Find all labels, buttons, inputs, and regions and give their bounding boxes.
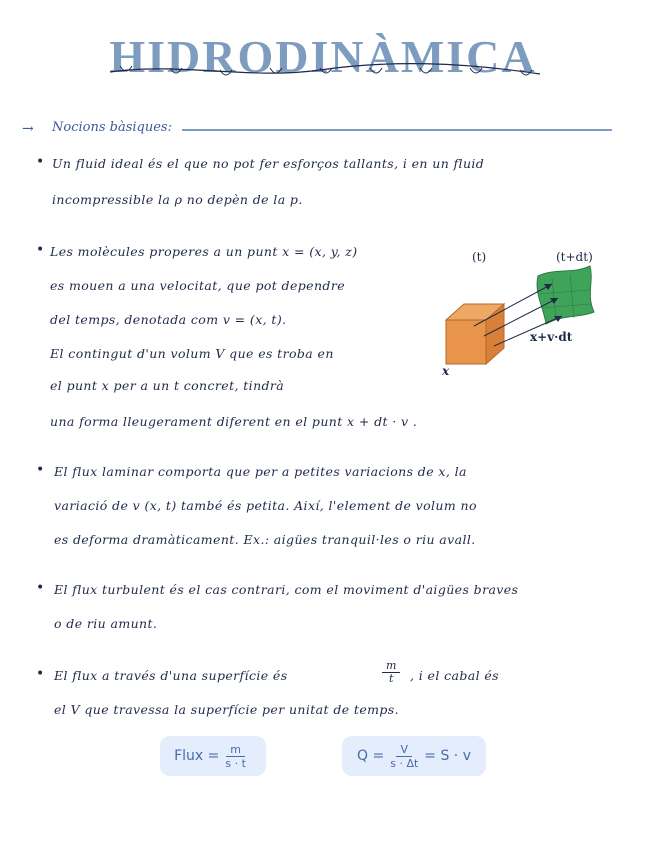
figure-label-t-dt: (t+dt): [556, 250, 593, 264]
flux-numerator: m: [226, 743, 245, 757]
figure-label-t: (t): [472, 250, 487, 264]
inline-fraction-numerator: m: [382, 660, 400, 673]
cabal-numerator: V: [396, 743, 412, 757]
text-line: , i el cabal és: [410, 668, 499, 683]
text-line: una forma lleugerament diferent en el punt x + dt · v .: [50, 414, 418, 429]
inline-fraction-denominator: t: [389, 672, 394, 685]
text-line: el V que travessa la superfície per unitat de temps.: [54, 702, 399, 717]
flux-formula-label: Flux =: [174, 748, 220, 764]
bullet: •: [36, 462, 45, 478]
text-line: o de riu amunt.: [54, 616, 158, 631]
section-rule: [182, 129, 612, 131]
figure-label-x-vdt: x+v·dt: [530, 330, 573, 344]
text-line: El flux a través d'una superfície és: [54, 668, 288, 683]
figure-label-x: x: [442, 364, 450, 378]
flux-formula-box: [160, 736, 266, 776]
cabal-formula-rhs: = S · v: [424, 748, 471, 764]
section-header: [22, 120, 622, 140]
text-line: El contingut d'un volum V que es troba en: [50, 346, 334, 361]
text-line: Les molècules properes a un punt x = (x, y, z): [50, 244, 358, 259]
text-line: El flux turbulent és el cas contrari, com el moviment d'aigües braves: [54, 582, 519, 597]
text-line: variació de v (x, t) també és petita. Així, l'element de volum no: [54, 498, 477, 513]
text-line: del temps, denotada com v = (x, t).: [50, 312, 287, 327]
text-line: El flux laminar comporta que per a petites variacions de x, la: [54, 464, 467, 479]
text-line: el punt x per a un t concret, tindrà: [50, 378, 285, 393]
inline-fraction: [382, 660, 400, 685]
bullet: •: [36, 242, 45, 258]
fluid-element-figure: [434, 238, 614, 388]
bullet: •: [36, 154, 45, 170]
text-line: incompressible la ρ no depèn de la p.: [52, 192, 303, 207]
bullet: •: [36, 666, 45, 682]
section-label: Nocions bàsiques:: [52, 120, 172, 135]
cabal-denominator: s · Δt: [390, 756, 419, 770]
text-line: Un fluid ideal és el que no pot fer esforços tallants, i en un fluid: [52, 156, 485, 171]
cabal-fraction: [390, 743, 418, 770]
flux-fraction: [225, 743, 246, 770]
arrow-right-icon: →: [22, 121, 34, 137]
text-line: es deforma dramàticament. Ex.: aigües tranquil·les o riu avall.: [54, 532, 476, 547]
page-title: HIDRODINÀMICA: [109, 31, 537, 82]
cabal-formula-box: [342, 736, 486, 776]
bullet: •: [36, 580, 45, 596]
cabal-formula-label: Q =: [357, 748, 385, 764]
title-underline-decoration: [100, 40, 550, 90]
flux-denominator: s · t: [225, 756, 246, 770]
text-line: es mouen a una velocitat, que pot dependre: [50, 278, 345, 293]
